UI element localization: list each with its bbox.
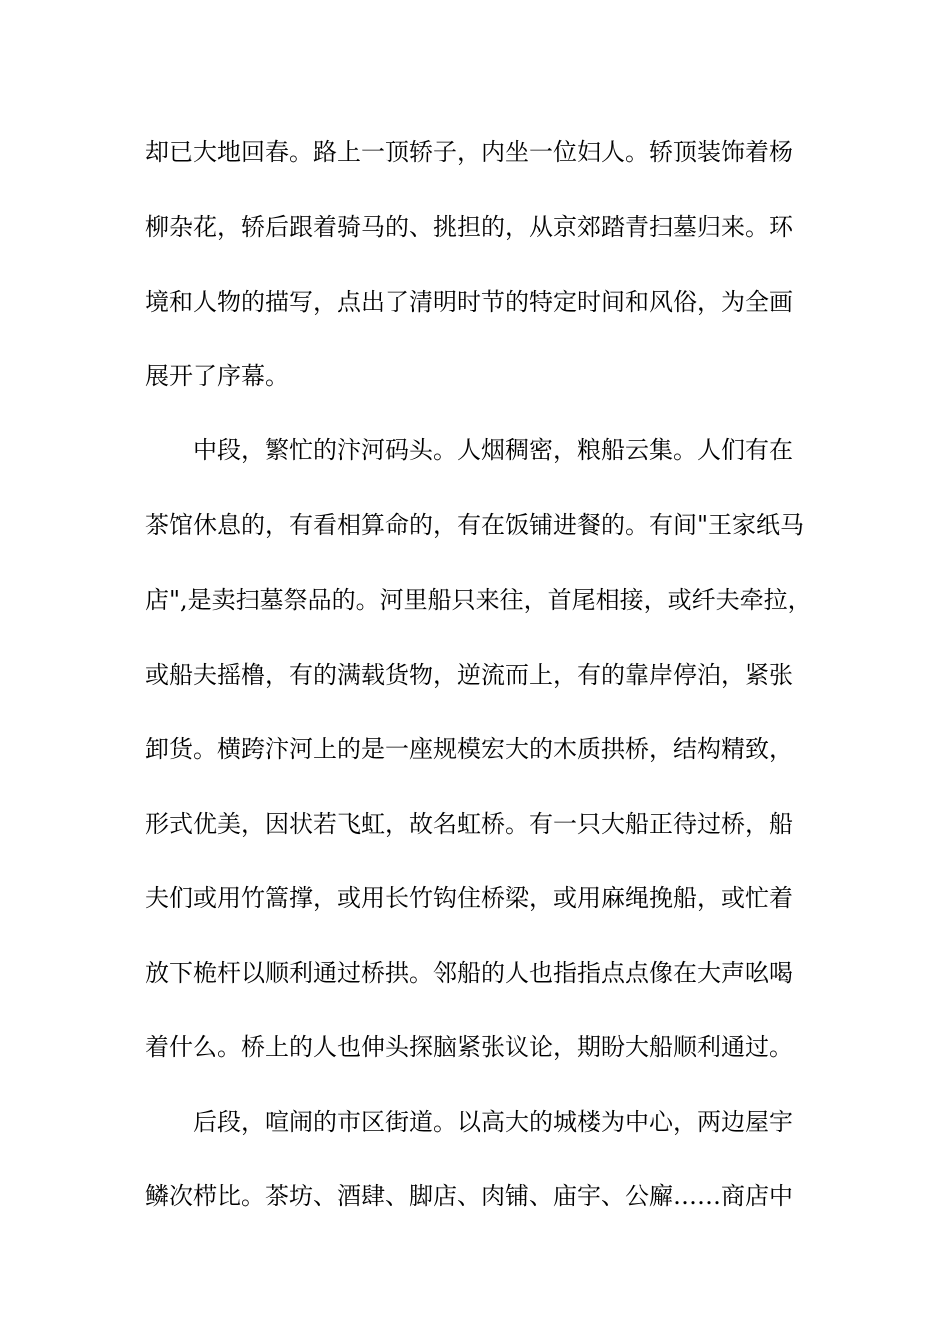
text-line: 展开了序幕。 <box>145 362 289 390</box>
text-line: 形式优美，因状若飞虹，故名虹桥。有一只大船正待过桥，船 <box>145 810 793 838</box>
text-line: 卸货。横跨汴河上的是一座规模宏大的木质拱桥，结构精致， <box>145 735 793 763</box>
text-line: 放下桅杆以顺利通过桥拱。邻船的人也指指点点像在大声吆喝 <box>145 959 793 987</box>
paragraph-first-line: 中段，繁忙的汴河码头。人烟稠密，粮船云集。人们有在 <box>193 436 793 464</box>
text-line: 着什么。桥上的人也伸头探脑紧张议论，期盼大船顺利通过。 <box>145 1033 793 1061</box>
text-line: 或船夫摇橹，有的满载货物，逆流而上，有的靠岸停泊，紧张 <box>145 661 793 689</box>
text-line: 却已大地回春。路上一顶轿子，内坐一位妇人。轿顶装饰着杨 <box>145 138 793 166</box>
paragraph-first-line: 后段，喧闹的市区街道。以高大的城楼为中心，两边屋宇 <box>193 1108 793 1136</box>
text-line: 境和人物的描写，点出了清明时节的特定时间和风俗，为全画 <box>145 288 793 316</box>
text-line: 鳞次栉比。茶坊、酒肆、脚店、肉铺、庙宇、公廨……商店中 <box>145 1182 793 1210</box>
text-line: 店",是卖扫墓祭品的。河里船只来往，首尾相接，或纤夫牵拉， <box>145 586 812 614</box>
text-line: 茶馆休息的，有看相算命的，有在饭铺进餐的。有间"王家纸马 <box>145 511 805 539</box>
text-line: 柳杂花，轿后跟着骑马的、挑担的，从京郊踏青扫墓归来。环 <box>145 213 793 241</box>
text-line: 夫们或用竹篙撑，或用长竹钩住桥梁，或用麻绳挽船，或忙着 <box>145 884 793 912</box>
